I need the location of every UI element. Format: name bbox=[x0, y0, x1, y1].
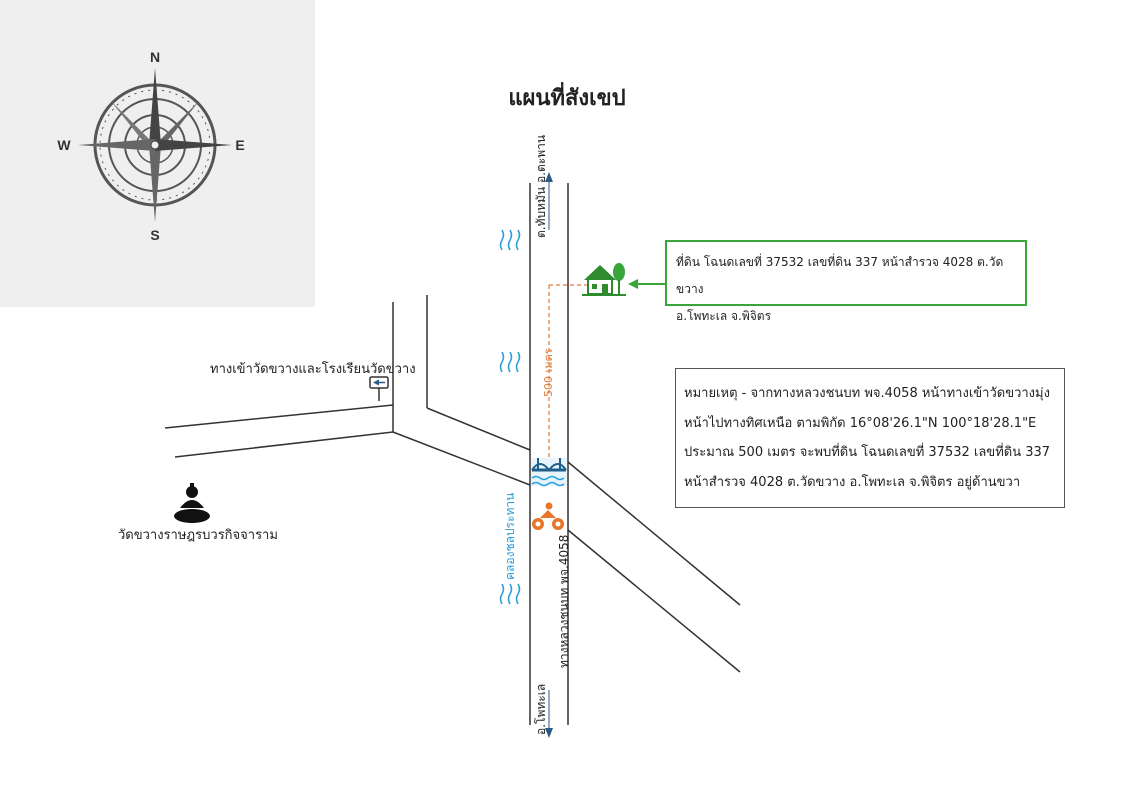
distance-label: 500 เมตร bbox=[542, 348, 555, 397]
parcel-line-2: อ.โพทะเล จ.พิจิตร bbox=[676, 309, 772, 323]
parcel-pointer-arrow bbox=[628, 279, 665, 289]
note-line-3: ประมาณ 500 เมตร จะพบที่ดิน โฉนดเลขที่ 37532 เลขที่ดิน 337 bbox=[684, 445, 1051, 460]
south-destination-label: อ.โพทะเล bbox=[534, 683, 548, 735]
north-destination-label: ต.ทับหมัน อ.ตะพาน bbox=[534, 134, 548, 238]
parcel-line-1: ที่ดิน โฉนดเลขที่ 37532 เลขที่ดิน 337 หน้าสำรวจ 4028 ต.วัดขวาง bbox=[676, 255, 1004, 296]
note-line-2: หน้าไปทางทิศเหนือ ตามพิกัด 16°08'26.1"N 100°18'28.1"E bbox=[684, 415, 1037, 431]
bridge-icon bbox=[531, 458, 567, 486]
note-line-1: หมายเหตุ - จากทางหลวงชนบท พจ.4058 หน้าทางเข้าวัดขวางมุ่ง bbox=[684, 386, 1050, 401]
house-icon bbox=[582, 263, 626, 295]
compass-s-label: S bbox=[150, 227, 160, 243]
entrance-sign-label: ทางเข้าวัดขวางและโรงเรียนวัดขวาง bbox=[210, 362, 416, 377]
compass-n-label: N bbox=[149, 49, 161, 65]
map-title: แผนที่สังเขป bbox=[508, 86, 626, 111]
note-line-4: หน้าสำรวจ 4028 ต.วัดขวาง อ.โพทะเล จ.พิจิตร อยู่ด้านขวา bbox=[684, 474, 1021, 490]
signpost-icon bbox=[370, 377, 388, 401]
buddha-icon bbox=[174, 483, 210, 523]
temple-label: วัดขวางราษฎรบวรกิจจาราม bbox=[118, 528, 278, 543]
parcel-info-box bbox=[665, 240, 1027, 323]
compass-e-label: E bbox=[235, 137, 245, 153]
compass-w-label: W bbox=[57, 137, 71, 153]
side-roads bbox=[165, 295, 740, 672]
note-box bbox=[675, 368, 1065, 508]
motorbike-icon bbox=[532, 503, 564, 531]
canal-name-label: คลองชลประทาน bbox=[503, 492, 517, 580]
highway-name-label: ทางหลวงชนบท พจ.4058 bbox=[557, 534, 571, 668]
